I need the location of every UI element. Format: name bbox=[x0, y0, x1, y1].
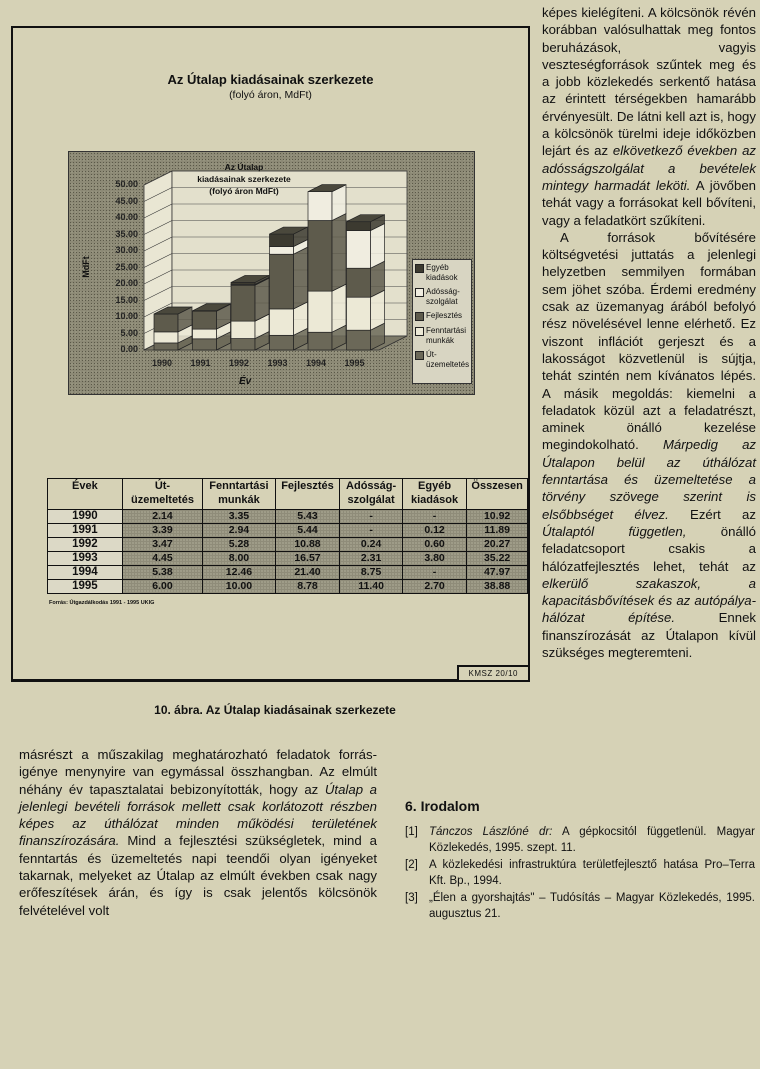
table-cell: 5.38 bbox=[122, 566, 202, 580]
figure-caption: 10. ábra. Az Útalap kiadásainak szerkezete bbox=[154, 703, 396, 717]
table-cell: 6.00 bbox=[122, 580, 202, 594]
table-row bbox=[48, 524, 528, 538]
text-run: A források bővítésére költségvetési juttatás a jelenlegi helyzetben semmilyen formában sem jöhet szóba. Érdemi eredmény csak az üzemanyag árából befolyó rész növelésével lenne elérhető. Ez viszont inflációt gerjeszt és a lakosságot közvetlenül is sújtja, tehát szintén nem kívánatos lépés. A másik megoldás: kiemelni a feladatok közül azt a feladatrészt, aminek önálló kezelése megindokolható. bbox=[542, 229, 756, 453]
reference-list bbox=[405, 825, 755, 925]
x-tick-label: 1995 bbox=[344, 358, 365, 368]
y-tick-label: 35.00 bbox=[115, 228, 138, 239]
x-tick-label: 1992 bbox=[229, 358, 250, 368]
reference-number: [3] bbox=[405, 892, 418, 905]
table-cell: 3.39 bbox=[122, 524, 202, 538]
text-run: A gépkocsitól függetlenül. Magyar Közlekedés, 1995. szept. 11. bbox=[429, 826, 755, 854]
col-header-evek bbox=[48, 479, 123, 510]
x-tick-label: 1990 bbox=[152, 358, 173, 368]
text-run: Mind a fejlesztési szükségletek, mind a fenntartás és üzemeltetés napi teendői olyan igényeket takarnak, melyeket az Útalap az elmúlt években csak nagy erőfeszítések árán, és így is csak jelentős kölcsönök felvételével volt bbox=[19, 833, 377, 918]
table-cell: 4.45 bbox=[122, 552, 202, 566]
x-axis-label: Év bbox=[239, 376, 252, 387]
header-line: Fenntartási bbox=[209, 480, 269, 492]
y-tick-label: 30.00 bbox=[115, 245, 138, 255]
figure-frame bbox=[11, 26, 530, 682]
text-run: önálló feladatcsoport csakis a hálózatfejlesztés lehet, tehát az bbox=[542, 523, 756, 574]
legend-label: Fejlesztés bbox=[426, 311, 463, 320]
figure-subtitle: (folyó áron, MdFt) bbox=[229, 89, 312, 101]
table-cell: 11.89 bbox=[467, 524, 528, 538]
col-header-fejlesztes bbox=[275, 479, 340, 510]
table-cell: 8.75 bbox=[340, 566, 403, 580]
y-tick-label: 50.00 bbox=[115, 179, 138, 189]
table-cell: 2.31 bbox=[340, 552, 403, 566]
table-cell: 10.92 bbox=[467, 510, 528, 524]
header-line: üzemeltetés bbox=[130, 494, 194, 506]
y-tick-label: 0.00 bbox=[120, 344, 138, 354]
inner-title-line: (folyó áron MdFt) bbox=[209, 186, 279, 196]
row-year-cell: 1991 bbox=[48, 524, 123, 538]
x-tick-label: 1991 bbox=[190, 358, 211, 368]
legend-item-ut-uzemeltetes bbox=[415, 350, 469, 369]
y-tick-label: 5.00 bbox=[120, 327, 138, 338]
left-column-text bbox=[19, 746, 377, 919]
right-column-text bbox=[542, 4, 756, 661]
table-cell: 3.80 bbox=[402, 552, 466, 566]
legend-swatch-icon bbox=[415, 312, 424, 321]
legend-item-egyeb bbox=[415, 263, 469, 282]
header-line: Adósság- bbox=[346, 480, 397, 492]
legend-item-fejlesztes bbox=[415, 311, 469, 321]
table-cell: 10.00 bbox=[203, 580, 276, 594]
table-row bbox=[48, 580, 528, 594]
y-axis-label: MdFt bbox=[80, 256, 91, 278]
legend-item-adossag bbox=[415, 287, 469, 306]
table-cell: - bbox=[402, 566, 466, 580]
table-cell: 8.00 bbox=[203, 552, 276, 566]
table-cell: 3.47 bbox=[122, 538, 202, 552]
text-run: másrészt a műszakilag meghatározható feladatok forrás-igénye menynyire van egymással összhangban. Az elmúlt néhány év tapasztalatai bebizonyították, hogy az bbox=[19, 747, 377, 797]
legend-label: Adósság-szolgálat bbox=[426, 287, 460, 306]
col-header-osszesen bbox=[467, 479, 528, 510]
emphasis-text: Útalap a jelenlegi bevételi források mellett csak korlátozott részben képes az úthálózat minden működési területének finanszírozására. bbox=[19, 781, 377, 849]
header-line: Évek bbox=[72, 480, 98, 492]
table-cell: - bbox=[340, 524, 403, 538]
reference-number: [1] bbox=[405, 826, 418, 838]
reference-item bbox=[405, 891, 755, 922]
col-header-adossag bbox=[340, 479, 403, 510]
table-cell: 21.40 bbox=[275, 566, 340, 580]
reference-number: [2] bbox=[405, 859, 418, 872]
expenditure-table bbox=[47, 478, 528, 594]
table-cell: - bbox=[402, 510, 466, 524]
table-cell: 5.28 bbox=[203, 538, 276, 552]
reference-author: Tánczos Lászlóné dr: bbox=[429, 826, 553, 838]
table-cell: 2.70 bbox=[402, 580, 466, 594]
header-line: szolgálat bbox=[347, 494, 395, 506]
reference-text: „Élen a gyorshajtás" – Tudósítás – Magyar Közlekedés, 1995. augusztus 21. bbox=[429, 892, 755, 920]
paragraph bbox=[542, 229, 756, 661]
source-note: Forrás: Útgazdálkodás 1991 - 1995 UKIG bbox=[49, 600, 155, 606]
emphasis-text: elkerülő szakaszok, a kapacitásbővítések és az autópálya-hálózat építése. bbox=[542, 575, 756, 626]
col-header-ut-uzemeltetes bbox=[122, 479, 202, 510]
header-line: Egyéb bbox=[418, 480, 452, 492]
table-cell: 10.88 bbox=[275, 538, 340, 552]
y-tick-label: 15.00 bbox=[115, 294, 138, 305]
y-tick-label: 10.00 bbox=[115, 311, 138, 321]
legend-swatch-icon bbox=[415, 351, 424, 360]
row-year-cell: 1995 bbox=[48, 580, 123, 594]
stacked-bar-chart bbox=[68, 151, 475, 395]
reference-item bbox=[405, 858, 755, 889]
reference-text bbox=[429, 825, 755, 856]
header-line: munkák bbox=[218, 494, 260, 506]
col-header-egyeb bbox=[402, 479, 466, 510]
x-tick-label: 1994 bbox=[306, 358, 327, 368]
reference-item bbox=[405, 825, 755, 856]
chart-legend bbox=[412, 259, 472, 384]
paragraph bbox=[542, 4, 756, 229]
inner-title-line: Az Útalap bbox=[224, 162, 264, 172]
legend-label: Fenntartási munkák bbox=[426, 326, 467, 345]
row-year-cell: 1990 bbox=[48, 510, 123, 524]
table-row bbox=[48, 552, 528, 566]
legend-swatch-icon bbox=[415, 327, 424, 336]
col-header-fenntartasi bbox=[203, 479, 276, 510]
header-line: Összesen bbox=[471, 480, 523, 492]
table-cell: 2.94 bbox=[203, 524, 276, 538]
table-cell: 38.88 bbox=[467, 580, 528, 594]
reference-text: A közlekedési infrastruktúra területfejlesztő hatása Pro–Terra Kft. Bp., 1994. bbox=[429, 859, 755, 887]
table-cell: 0.24 bbox=[340, 538, 403, 552]
legend-label: Út-üzemeltetés bbox=[426, 350, 470, 369]
legend-swatch-icon bbox=[415, 264, 424, 273]
y-tick-label: 20.00 bbox=[115, 278, 138, 288]
header-line: Fejlesztés bbox=[281, 480, 334, 492]
table-cell: 16.57 bbox=[275, 552, 340, 566]
text-run: képes kielégíteni. A kölcsönök révén korábban valósulhattak meg fontos beruházások, vagyis veszteségforrások szűntek meg és a jobb közlekedés serkentő hatása az érintett térségekben hamarább érvényesült. De látni kell azt is, hogy a kölcsönök türelmi ideje időközben lejárt és az bbox=[542, 5, 756, 159]
table-cell: 5.43 bbox=[275, 510, 340, 524]
table-header-row bbox=[48, 479, 528, 510]
text-run: Ennek finanszírozását az Útalapon kívül szükséges megteremteni. bbox=[542, 610, 756, 660]
text-run: Ezért az bbox=[668, 506, 756, 522]
figure-title: Az Útalap kiadásainak szerkezete bbox=[167, 72, 374, 87]
table-cell: 3.35 bbox=[203, 510, 276, 524]
row-year-cell: 1994 bbox=[48, 566, 123, 580]
table-row bbox=[48, 566, 528, 580]
inner-title-line: kiadásainak szerkezete bbox=[197, 174, 291, 184]
table-row bbox=[48, 538, 528, 552]
text-run: A jövőben tehát vagy a forrásokat kell bővíteni, vagy a feladatkört szűkíteni. bbox=[542, 177, 756, 228]
section-heading-irodalom: 6. Irodalom bbox=[405, 798, 480, 814]
row-year-cell: 1993 bbox=[48, 552, 123, 566]
table-cell: 8.78 bbox=[275, 580, 340, 594]
table-row bbox=[48, 510, 528, 524]
table-cell: 12.46 bbox=[203, 566, 276, 580]
legend-label: Egyéb kiadások bbox=[426, 263, 458, 282]
emphasis-text: Útalaptól független, bbox=[542, 523, 687, 539]
table-cell: 11.40 bbox=[340, 580, 403, 594]
legend-swatch-icon bbox=[415, 288, 424, 297]
y-tick-label: 25.00 bbox=[115, 261, 138, 272]
table-cell: 0.60 bbox=[402, 538, 466, 552]
row-year-cell: 1992 bbox=[48, 538, 123, 552]
header-line: kiadások bbox=[411, 494, 459, 506]
emphasis-text: Márpedig az Útalapon belül az úthálózat fenntartása és üzemeltetése a törvény szövege szerint is elsőbbséget élvez. bbox=[542, 437, 756, 522]
y-tick-label: 45.00 bbox=[115, 195, 138, 206]
header-line: Út- bbox=[154, 480, 171, 492]
table-cell: 2.14 bbox=[122, 510, 202, 524]
table-body bbox=[48, 510, 528, 594]
figure-code-label: KMSZ 20/10 bbox=[457, 665, 530, 682]
y-tick-label: 40.00 bbox=[115, 212, 138, 222]
legend-item-fenntartasi bbox=[415, 326, 469, 345]
chart-inner-title bbox=[174, 161, 314, 197]
table-cell: - bbox=[340, 510, 403, 524]
table-cell: 47.97 bbox=[467, 566, 528, 580]
table-cell: 5.44 bbox=[275, 524, 340, 538]
table-cell: 35.22 bbox=[467, 552, 528, 566]
x-tick-label: 1993 bbox=[267, 358, 288, 368]
table-cell: 0.12 bbox=[402, 524, 466, 538]
table-cell: 20.27 bbox=[467, 538, 528, 552]
emphasis-text: elkövetkező években az adósságszolgálat a bevételek mintegy harmadát leköti. bbox=[542, 143, 756, 193]
